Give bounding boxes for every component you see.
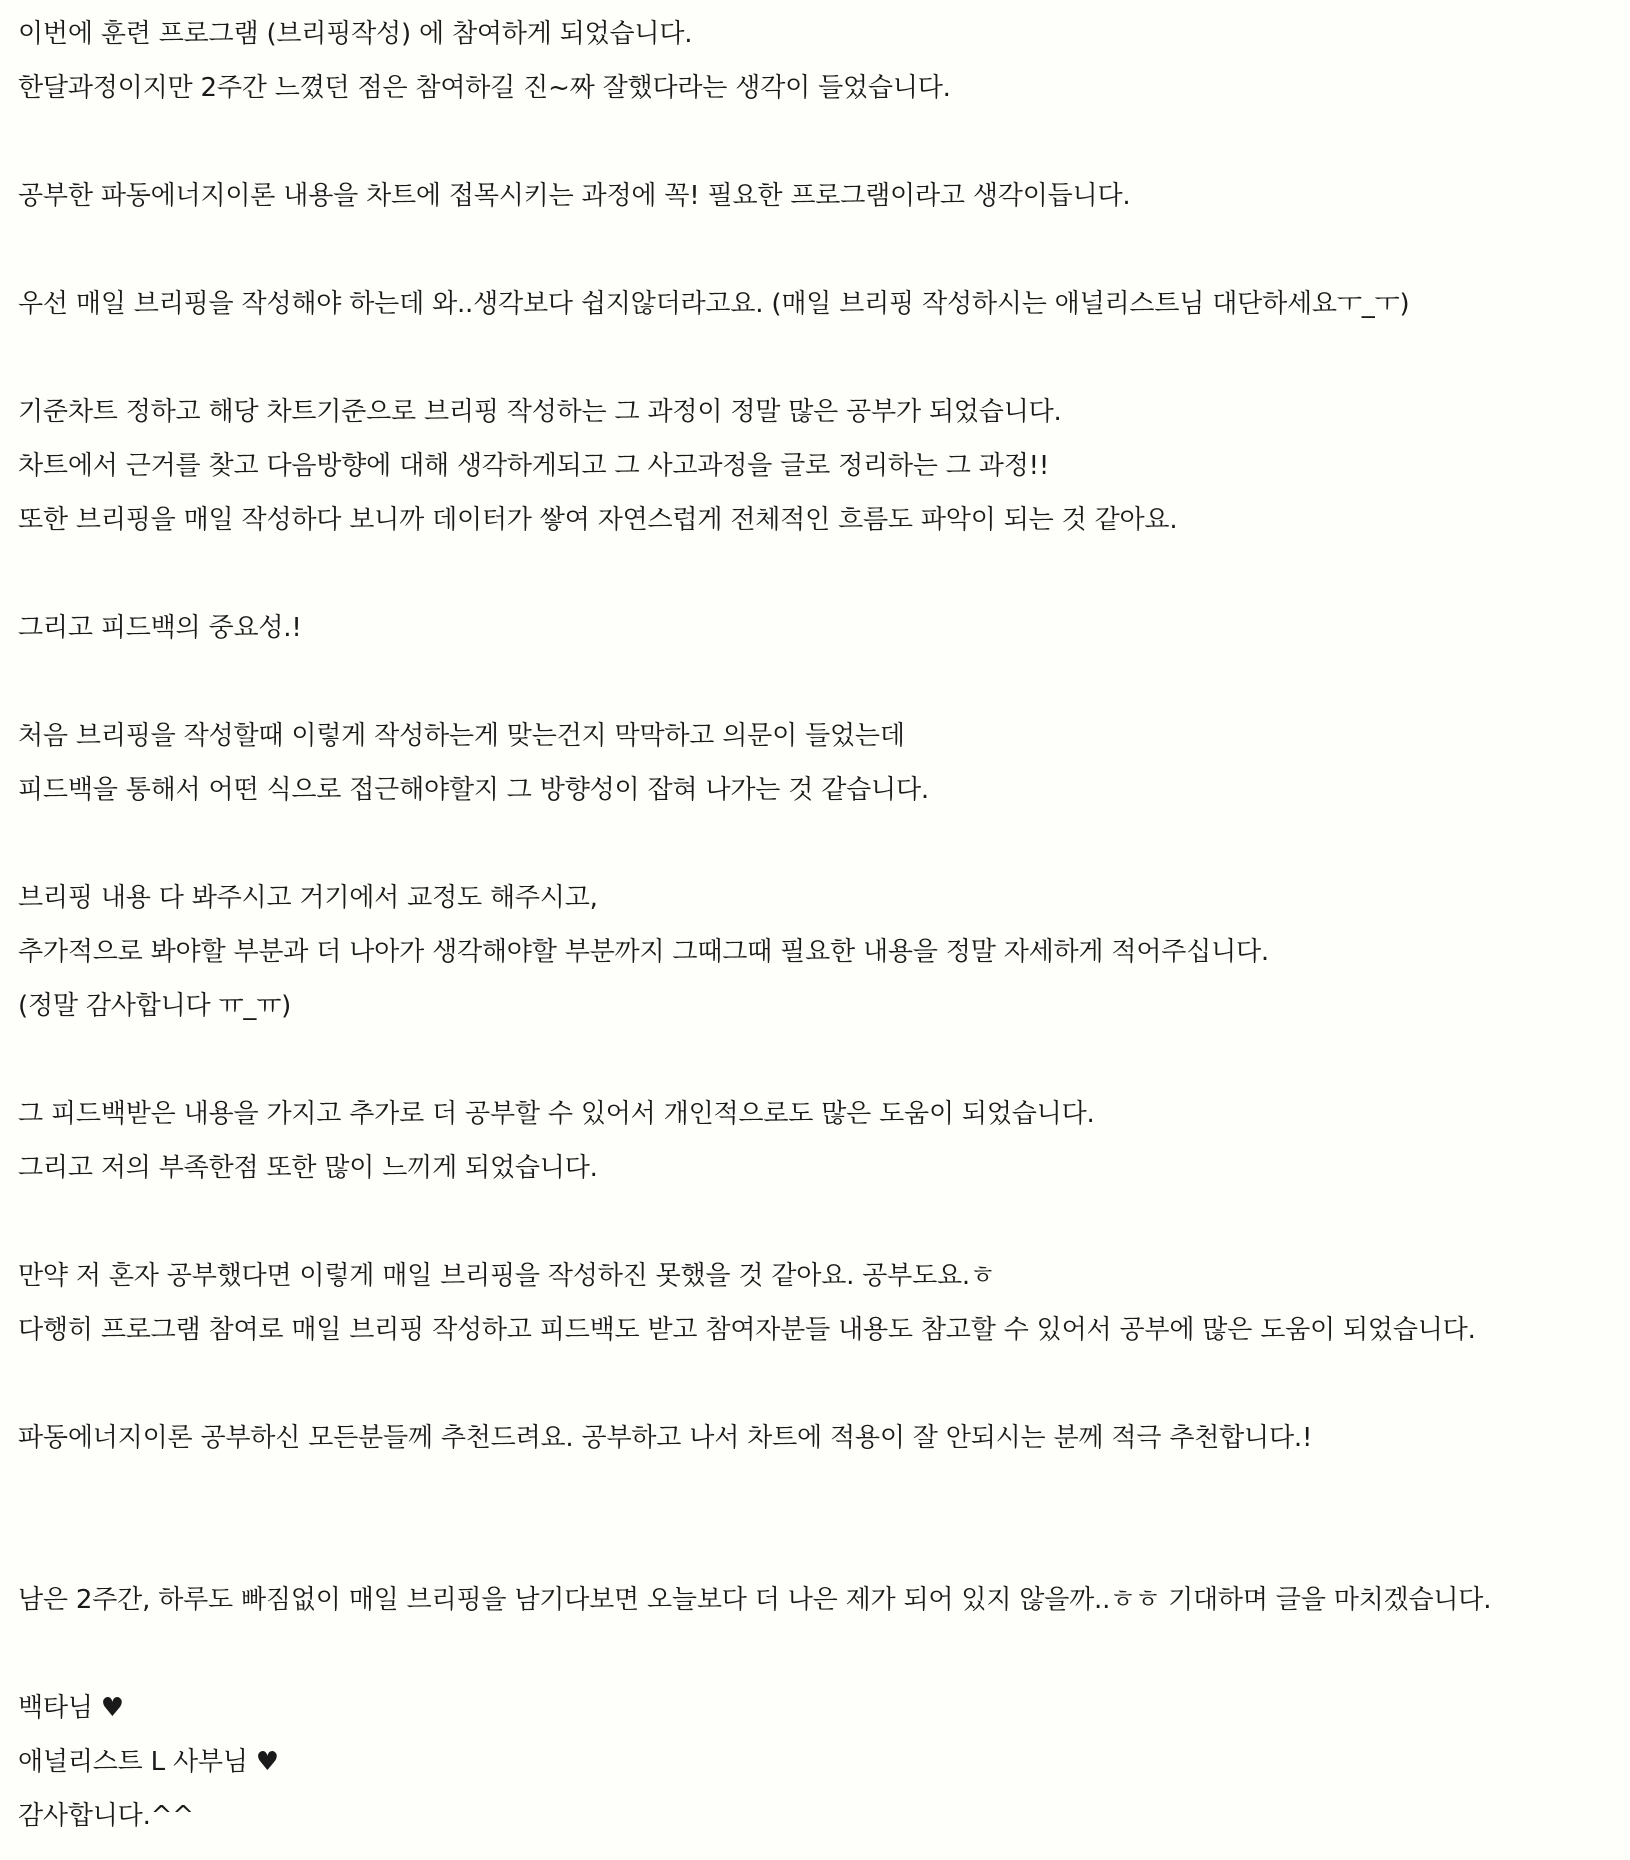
- paragraph-feedback-heading: [18, 601, 1600, 655]
- text-line: 그 피드백받은 내용을 가지고 추가로 더 공부할 수 있어서 개인적으로도 많은 도움이 되었습니다.: [18, 1099, 1095, 1129]
- closing-line-analyst: [18, 1735, 1600, 1789]
- text-line: 공부한 파동에너지이론 내용을 차트에 접목시키는 과정에 꼭! 필요한 프로그램이라고 생각이듭니다.: [18, 181, 1131, 211]
- closing-line-baekta: [18, 1681, 1600, 1735]
- paragraph-spacer: [18, 817, 1600, 871]
- paragraph-alone: [18, 1249, 1600, 1357]
- text-line: 또한 브리핑을 매일 작성하다 보니까 데이터가 쌓여 자연스럽게 전체적인 흐름도 파악이 되는 것 같아요.: [18, 505, 1178, 535]
- paragraph-spacer: [18, 331, 1600, 385]
- paragraph-corrections: [18, 871, 1600, 1033]
- paragraph-program-value: [18, 169, 1600, 223]
- paragraph-spacer: [18, 115, 1600, 169]
- paragraph-extra-study: [18, 1087, 1600, 1195]
- paragraph-spacer: [18, 547, 1600, 601]
- paragraph-spacer: [18, 1465, 1600, 1573]
- text-line: 추가적으로 봐야할 부분과 더 나아가 생각해야할 부분까지 그때그때 필요한 내용을 정말 자세하게 적어주십니다.: [18, 937, 1269, 967]
- paragraph-daily-briefing: [18, 277, 1600, 331]
- text-line: 그리고 피드백의 중요성.!: [18, 613, 302, 643]
- text-line: (정말 감사합니다 ㅠ_ㅠ): [18, 991, 292, 1021]
- text-line: 그리고 저의 부족한점 또한 많이 느끼게 되었습니다.: [18, 1153, 598, 1183]
- text-line: 브리핑 내용 다 봐주시고 거기에서 교정도 해주시고,: [18, 883, 598, 913]
- text-line: 차트에서 근거를 찾고 다음방향에 대해 생각하게되고 그 사고과정을 글로 정리하는 그 과정!!: [18, 451, 1050, 481]
- closing-signature: [18, 1681, 1600, 1843]
- text-line: 기준차트 정하고 해당 차트기준으로 브리핑 작성하는 그 과정이 정말 많은 공부가 되었습니다.: [18, 397, 1062, 427]
- paragraph-spacer: [18, 1357, 1600, 1411]
- paragraph-spacer: [18, 655, 1600, 709]
- paragraph-first-briefing: [18, 709, 1600, 817]
- text-line: 다행히 프로그램 참여로 매일 브리핑 작성하고 피드백도 받고 참여자분들 내용도 참고할 수 있어서 공부에 많은 도움이 되었습니다.: [18, 1315, 1476, 1345]
- text-line: 피드백을 통해서 어떤 식으로 접근해야할지 그 방향성이 잡혀 나가는 것 같습니다.: [18, 775, 929, 805]
- text-line: 우선 매일 브리핑을 작성해야 하는데 와..생각보다 쉽지않더라고요. (매일 브리핑 작성하시는 애널리스트님 대단하세요ㅜ_ㅜ): [18, 289, 1410, 319]
- paragraph-spacer: [18, 1033, 1600, 1087]
- paragraph-process: [18, 385, 1600, 547]
- paragraph-intro: [18, 7, 1600, 115]
- heart-icon: ♥: [100, 1693, 124, 1723]
- closing-line-thanks: 감사합니다.^^: [18, 1801, 194, 1831]
- paragraph-recommendation: [18, 1411, 1600, 1465]
- text-line: 남은 2주간, 하루도 빠짐없이 매일 브리핑을 남기다보면 오늘보다 더 나은 제가 되어 있지 않을까..ㅎㅎ 기대하며 글을 마치겠습니다.: [18, 1585, 1492, 1615]
- text-line: 한달과정이지만 2주간 느꼈던 점은 참여하길 진~짜 잘했다라는 생각이 들었습니다.: [18, 73, 951, 103]
- text-line: 처음 브리핑을 작성할때 이렇게 작성하는게 맞는건지 막막하고 의문이 들었는데: [18, 721, 905, 751]
- text-line: 만약 저 혼자 공부했다면 이렇게 매일 브리핑을 작성하진 못했을 것 같아요. 공부도요.ㅎ: [18, 1261, 995, 1291]
- paragraph-remaining-weeks: [18, 1573, 1600, 1627]
- text-line: 이번에 훈련 프로그램 (브리핑작성) 에 참여하게 되었습니다.: [18, 19, 693, 49]
- paragraph-spacer: [18, 223, 1600, 277]
- closing-name: 백타님: [18, 1693, 93, 1723]
- text-line: 파동에너지이론 공부하신 모든분들께 추천드려요. 공부하고 나서 차트에 적용이 잘 안되시는 분께 적극 추천합니다.!: [18, 1423, 1313, 1453]
- closing-name: 애널리스트 L 사부님: [18, 1747, 248, 1777]
- heart-icon: ♥: [255, 1747, 279, 1777]
- paragraph-spacer: [18, 1195, 1600, 1249]
- paragraph-spacer: [18, 1627, 1600, 1681]
